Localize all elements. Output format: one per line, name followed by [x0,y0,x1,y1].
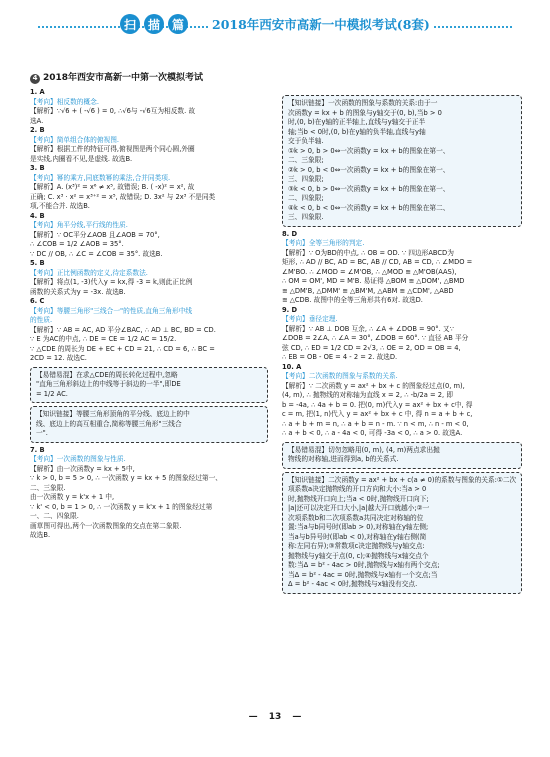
answer-line: 2CD = 12. 故选C. [30,354,87,362]
page-header [0,0,550,48]
header-title: 2018年西安市高新一中模拟考试(8套) [208,15,434,33]
right-knowledge-box-1 [282,95,522,227]
answer-line: ∠M'BO. ∴ ∠MOD = ∠M'OB, ∴ △MOD ≌ △M'OB(AAS), [282,267,457,276]
answer-line: 【解析】A. (x³)² = x⁶ ≠ x⁵, 故错误; B. ( -x)² = x², 故 [30,183,195,191]
header-badge-2: 描 [144,14,164,34]
section-number: 4 [30,74,40,84]
box-line: 抛物线与y轴交于点(0, c);④抛物线与x轴交点个 [288,551,429,560]
box-line: 数:当Δ = b² - 4ac > 0时,抛物线与x轴有两个交点; [288,561,440,569]
answer-line: 9. D [282,305,298,314]
answer-line: 6. C [30,297,45,305]
box-line: 【易错易混】在求△CDE的周长转化过程中,忽略 [36,370,178,379]
answer-line: 1. A [30,88,45,96]
box-line: 物线的对称轴,进而得到a, b的关系式. [288,455,399,463]
answer-line: 正确; C. x³ · x² = x³⁺² = x⁵, 故错误; D. 3x² 与 2x³ 不是同类 [30,192,216,201]
box-line: 二、四象限; [288,194,324,202]
answer-line: ∴ a + b < 0, ∴ a - 4a < 0, 可得 -3a < 0, ∴ a > 0. 故选A. [282,429,463,437]
left-knowledge-box [30,406,268,443]
box-line: 轴;当b < 0时,(0, b)在y轴的负半轴,直线与y轴 [288,127,426,136]
box-line: ③k < 0, b > 0⇔一次函数y = kx + b的图象在第一、 [288,184,450,193]
box-line: 线、底边上的高互相重合,简称等腰三角形"三线合 [36,419,182,428]
answer-line: 3. B [30,164,45,172]
box-line: 称:左同右异);③常数项c决定抛物线与y轴交点: [288,542,425,550]
page-number: 13 [268,712,282,722]
answer-line: 【考向】正比例函数的定义,待定系数法. [30,268,148,277]
box-line: 项系数a决定抛物线的开口方向和大小:当a > 0 [288,485,427,493]
box-line: Δ = b² - 4ac < 0时,抛物线与x轴没有交点. [288,580,418,588]
box-line: 当Δ = b² - 4ac = 0时,抛物线与x轴有一个交点;当 [288,570,438,579]
answer-line: 【考向】等腰三角形"三线合一"的性质,直角三角形中线 [30,306,193,315]
box-line: 二、三象限; [288,156,324,164]
answer-line: c = m, 把(1, n)代入 y = ax² + bx + c 中, 得 n = a + b + c, [282,410,473,418]
answer-line: ∵ k' < 0, b = 1 > 0, ∴ 一次函数 y = k'x + 1 的图象经过第 [30,502,213,511]
answer-line: 的性质. [30,316,53,324]
answer-line: (4, m), ∴ 抛物线的对称轴为直线 x = 2, ∴ -b/2a = 2, 即 [282,391,453,399]
answer-line: 二、三象限. [30,483,66,492]
answer-line: 弦 CD, ∴ ED = 1/2 CD = 2√3, ∴ OE = 2, OD = OB = 4, [282,343,461,352]
answer-line: ∴ ∠COB = 1/2 ∠AOB = 35°. [30,240,124,248]
section-title-text: 2018年西安市高新一中第一次模拟考试 [43,73,204,84]
box-line: 交于负半轴. [288,137,324,145]
answer-line: 2. B [30,126,45,134]
answer-line: 【解析】根据工件的特征可得,俯视图是两个同心圆,外圈 [30,145,195,153]
answer-line: 一、二、四象限. [30,512,79,520]
answer-line: 4. B [30,211,45,220]
answer-line: ∵ △CDE 的周长为 DE + EC + CD = 21, ∴ CD = 6, ∴ BC = [30,344,215,353]
box-line: 次函数y = kx + b 的图象与y轴交于(0, b),当b > 0 [288,108,442,117]
answer-line: b = -4a, ∴ 4a + b = 0. 把(0, m)代入y = ax² + bx + c中, 得 [282,400,473,409]
answer-line: 【解析】∵ AB ⊥ DOB 互余, ∴ ∠A + ∠DOB = 90°. 又∵ [282,324,454,333]
answer-line: 【解析】∵ AB = AC, AD 平分∠BAC, ∴ AD ⊥ BC, BD = CD. [30,325,216,334]
header-badge-3: 篇 [168,14,188,34]
answer-line: 【考向】幂的乘方,同底数幂的乘法,合并同类项. [30,173,171,182]
box-line: "直角三角形斜边上的中线等于斜边的一半",即DE [36,380,181,388]
box-line: 时,(0, b)在y轴的正半轴上,直线与y轴交于正半 [288,118,426,126]
box-line: 三、四象限; [288,175,324,183]
answer-line: 【考向】二次函数的图象与系数的关系. [282,372,398,380]
answer-line: 【考向】角平分线,平行线的性质. [30,221,128,229]
answer-line: 8. D [282,229,298,238]
box-line: ②k > 0, b < 0⇔一次函数y = kx + b的图象在第一、 [288,165,450,174]
answer-line: 选A. [30,116,44,125]
box-line: 次项系数b和二次项系数a共同决定对称轴的位 [288,513,424,522]
answer-line: 【解析】将点(1, -3)代入y = kx,得 -3 = k,则此正比例 [30,278,193,286]
answer-line: ∴ OM = OM', MD = M'B. 易证得 △BOM ≌ △DOM', △BMD [282,277,465,285]
answer-line: 由一次函数 y = k'x + 1 中, [30,493,115,501]
answer-line: ∵ E 为AC的中点, ∴ DE = CE = 1/2 AC = 15/2. [30,335,177,343]
box-line: |a|还可以决定开口大小,|a|越大开口就越小;②一 [288,504,430,512]
left-error-box [30,367,268,404]
box-line: 当a与b异号时(即ab < 0),对称轴在y轴右侧(简 [288,532,427,541]
box-line: 【易错易混】切勿忽略用(0, m), (4, m)两点求出抛 [288,445,440,454]
answer-line: 【考向】一次函数的图象与性质. [30,455,126,463]
answer-line: 5. B [30,259,45,267]
answer-line: ∵ DC // OB, ∴ ∠C = ∠COB = 35°. 故选B. [30,249,163,258]
box-line: 三、四象限. [288,213,324,221]
answer-line: 7. B [30,445,45,454]
box-line: ④k < 0, b < 0⇔一次函数y = kx + b的图象在第二、 [288,203,450,212]
answer-line: 【考向】相反数的概念. [30,97,99,106]
answer-line: 【解析】∵√6 + ( -√6 ) = 0, ∴√6与 -√6互为相反数. 故 [30,107,196,115]
right-error-box [282,442,522,469]
answer-line: 函数的关系式为y = -3x. 故选B. [30,287,126,296]
answer-line: 【考向】简单组合体的俯视图. [30,135,120,144]
box-line: ①k > 0, b > 0⇔一次函数y = kx + b的图象在第一、 [288,146,450,155]
answer-line: 【解析】∵ O为BD的中点, ∴ OB = OD. ∵ 四边形ABCD为 [282,248,454,257]
header-badge-1: 扫 [120,14,140,34]
box-line: 【知识链接】等腰三角形顶角的平分线、底边上的中 [36,410,190,418]
box-line: 一". [36,429,48,437]
answer-line: 10. A [282,362,302,371]
box-line: 【知识链接】二次函数y = ax² + bx + c(a ≠ 0)的系数与图象的关系:①二次 [288,475,516,484]
answer-line: 故选B. [30,531,51,539]
answer-line: 【解析】由一次函数y = kx + 5中, [30,464,135,473]
right-column [282,92,522,597]
box-line: = 1/2 AC. [36,389,68,398]
answer-line: 【考向】垂径定理. [282,315,338,323]
box-line: 置:当a与b同号时(即ab > 0),对称轴在y轴左侧; [288,523,429,531]
box-line: 【知识链接】一次函数的图象与系数的关系:由于一 [288,99,438,107]
right-answers [282,230,522,439]
page-footer: — 13 — [248,712,302,722]
answer-line: 【解析】∵ OC平分∠AOB 且∠AOB = 70°, [30,230,160,239]
answer-line: ≌ △CDB. 故图中的全等三角形共有6对. 故选D. [282,296,423,304]
answer-line: 画草图可得出,两个一次函数图象的交点在第二象限. [30,521,182,530]
answer-line: 是实线,内圈看不见,是虚线. 故选B. [30,154,133,163]
left-column [30,74,268,541]
answer-line: 【解析】∵ 二次函数 y = ax² + bx + c 的图象经过点(0, m), [282,381,465,390]
section-title [30,74,268,84]
left-answers-2 [30,446,268,541]
answer-line: ∴ EB = OB - OE = 4 - 2 = 2. 故选D. [282,353,398,361]
box-line: 时,抛物线开口向上;当a < 0时,抛物线开口向下; [288,494,429,503]
answer-line: 矩形, ∴ AD // BC, AD = BC, AB // CD, AB = CD, ∴ ∠MDO = [282,258,473,266]
answer-line: ∴ a + b + m = n, ∴ a + b = n - m. ∵ n < m, ∴ n - m < 0, [282,419,469,428]
answer-line: ≌ △DM'B, △DMM' ≌ △BM'M, △ABM ≌ △CDM', △ABD [282,286,454,295]
answer-line: 【考向】全等三角形的判定. [282,239,365,247]
right-knowledge-box-2 [282,472,522,594]
answer-line: ∠DOB = 2∠A, ∴ ∠A = 30°, ∠DOB = 60°. ∵ 直径 AB 平分 [282,334,469,342]
left-answers-1 [30,88,268,364]
answer-line: 项,不能合并. 故选B. [30,202,90,210]
answer-line: ∵ k > 0, b = 5 > 0, ∴ 一次函数 y = kx + 5 的图象经过第一、 [30,474,222,482]
